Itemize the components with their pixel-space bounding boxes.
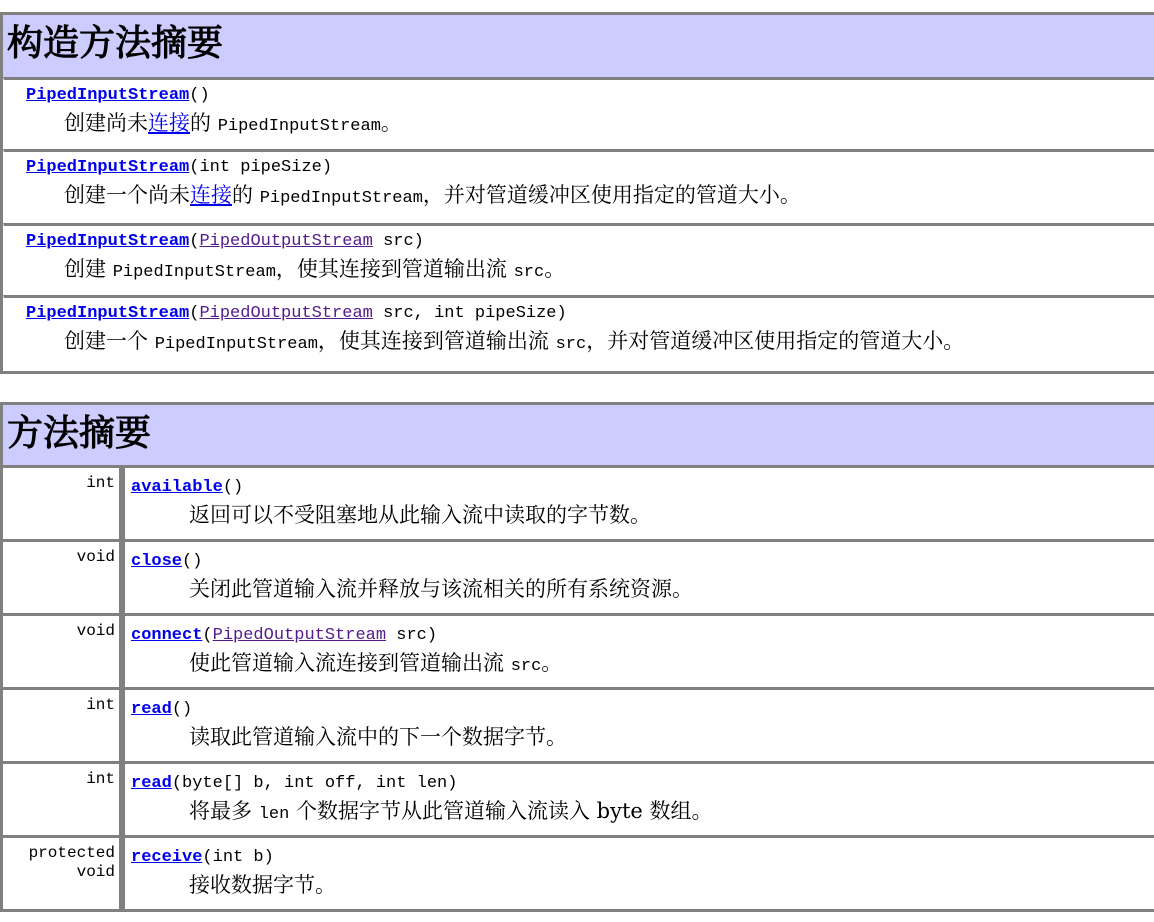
constructor-row xyxy=(3,295,1154,369)
desc-text: 。 xyxy=(544,257,566,281)
method-link[interactable]: read xyxy=(131,700,172,719)
connect-link[interactable]: 连接 xyxy=(148,111,190,135)
desc-text: 创建 xyxy=(64,257,113,281)
method-params: ) xyxy=(182,700,193,719)
method-description xyxy=(131,796,1154,830)
method-row xyxy=(3,539,1154,613)
method-link[interactable]: available xyxy=(131,478,223,497)
method-link[interactable]: read xyxy=(131,774,172,793)
method-return-type: int xyxy=(3,690,125,761)
method-description: 关闭此管道输入流并释放与该流相关的所有系统资源。 xyxy=(189,577,693,601)
method-signature xyxy=(131,690,1154,722)
paren: ( xyxy=(171,774,183,793)
constructor-link[interactable]: PipedInputStream xyxy=(26,304,190,323)
constructor-params: src) xyxy=(372,232,424,251)
method-return-type: int xyxy=(3,468,125,539)
constructor-description xyxy=(4,254,1154,288)
paren: ( xyxy=(171,700,183,719)
paren: ( xyxy=(182,552,193,571)
method-body xyxy=(125,690,1154,761)
method-params: byte[] b, int off, int len) xyxy=(182,774,458,793)
constructor-params: ) xyxy=(199,86,210,105)
method-signature xyxy=(131,838,1154,870)
param-type-link[interactable]: PipedOutputStream xyxy=(212,626,387,645)
desc-text: 。 xyxy=(541,651,563,675)
method-summary-table xyxy=(0,402,1154,912)
method-params: ) xyxy=(192,552,203,571)
method-body xyxy=(125,764,1154,835)
desc-text: ，使其连接到管道输出流 xyxy=(275,257,514,281)
desc-text: 将最多 xyxy=(189,799,259,823)
method-link[interactable]: connect xyxy=(131,626,203,645)
method-params: int b) xyxy=(212,848,274,867)
desc-code: PipedInputStream xyxy=(154,335,318,354)
method-return-type: void xyxy=(3,616,125,687)
method-params: src) xyxy=(386,626,438,645)
paren: ( xyxy=(189,304,200,323)
desc-text: 个数据字节从此管道输入流读入 byte 数组。 xyxy=(289,799,713,823)
method-return-type xyxy=(3,838,125,909)
constructor-params: src, int pipeSize) xyxy=(372,304,567,323)
method-link[interactable]: close xyxy=(131,552,183,571)
paren: ( xyxy=(202,848,213,867)
desc-code: src xyxy=(510,657,542,676)
constructor-row xyxy=(3,77,1154,149)
constructor-row xyxy=(3,149,1154,223)
method-return-type: int xyxy=(3,764,125,835)
method-signature xyxy=(131,542,1154,574)
method-body xyxy=(125,542,1154,613)
method-row xyxy=(3,613,1154,687)
paren: ( xyxy=(189,86,200,105)
method-description xyxy=(131,648,1154,682)
method-params: ) xyxy=(233,478,244,497)
desc-code: len xyxy=(258,805,290,824)
param-type-link[interactable]: PipedOutputStream xyxy=(199,232,373,251)
desc-code: src xyxy=(555,335,587,354)
method-signature xyxy=(131,616,1154,648)
desc-text: ，并对管道缓冲区使用指定的管道大小。 xyxy=(422,183,801,207)
method-row xyxy=(3,835,1154,909)
constructor-link[interactable]: PipedInputStream xyxy=(26,232,190,251)
connect-link[interactable]: 连接 xyxy=(190,183,232,207)
desc-text: 的 xyxy=(232,183,260,207)
desc-text: 的 xyxy=(190,111,218,135)
constructor-params: int pipeSize) xyxy=(199,158,333,177)
type-void: void xyxy=(76,863,115,881)
method-signature xyxy=(131,764,1154,796)
method-link[interactable]: receive xyxy=(131,848,203,867)
desc-text: 。 xyxy=(380,111,402,135)
method-summary-title: 方法摘要 xyxy=(3,405,1154,465)
paren: ( xyxy=(189,232,200,251)
method-description: 返回可以不受阻塞地从此输入流中读取的字节数。 xyxy=(189,503,651,527)
desc-code: PipedInputStream xyxy=(259,189,423,208)
method-return-type: void xyxy=(3,542,125,613)
constructor-description xyxy=(4,326,1154,360)
method-description: 接收数据字节。 xyxy=(189,873,336,897)
method-body xyxy=(125,468,1154,539)
constructor-row xyxy=(3,223,1154,295)
desc-text: 创建一个尚未 xyxy=(64,183,190,207)
type-modifier: protected xyxy=(28,844,115,862)
desc-text: ，并对管道缓冲区使用指定的管道大小。 xyxy=(586,329,965,353)
method-signature xyxy=(131,468,1154,500)
paren: ( xyxy=(202,626,213,645)
method-body xyxy=(125,838,1154,909)
desc-text: 创建一个 xyxy=(64,329,155,353)
constructor-link[interactable]: PipedInputStream xyxy=(26,158,190,177)
method-row xyxy=(3,687,1154,761)
desc-code: src xyxy=(513,263,545,282)
desc-text: 使此管道输入流连接到管道输出流 xyxy=(189,651,511,675)
desc-text: ，使其连接到管道输出流 xyxy=(317,329,556,353)
method-description: 读取此管道输入流中的下一个数据字节。 xyxy=(189,725,567,749)
constructor-description xyxy=(4,108,1154,142)
method-row xyxy=(3,465,1154,539)
method-row xyxy=(3,761,1154,835)
desc-code: PipedInputStream xyxy=(112,263,276,282)
paren: ( xyxy=(189,158,200,177)
constructor-summary-table xyxy=(0,12,1154,374)
constructor-signature xyxy=(4,226,1154,254)
param-type-link[interactable]: PipedOutputStream xyxy=(199,304,373,323)
paren: ( xyxy=(222,478,234,497)
method-body xyxy=(125,616,1154,687)
constructor-description xyxy=(4,180,1154,214)
desc-text: 创建尚未 xyxy=(64,111,148,135)
constructor-link[interactable]: PipedInputStream xyxy=(26,86,190,105)
constructor-signature xyxy=(4,152,1154,180)
constructor-signature xyxy=(4,80,1154,108)
desc-code: PipedInputStream xyxy=(217,117,381,136)
constructor-signature xyxy=(4,298,1154,326)
constructor-summary-title: 构造方法摘要 xyxy=(3,15,1154,77)
